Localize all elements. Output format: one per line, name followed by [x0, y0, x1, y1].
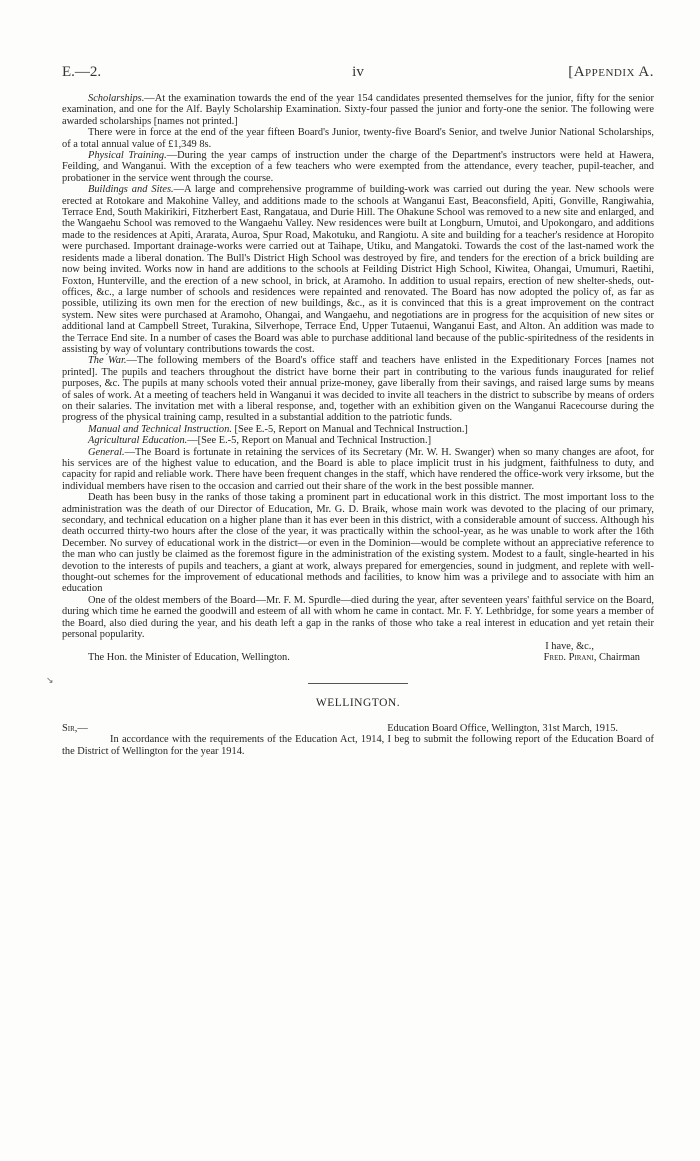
paragraph	[62, 127, 654, 150]
signature-title: , Chairman	[593, 651, 640, 663]
signature-name: Fred. Pirani	[543, 651, 594, 663]
paragraph-text: —The following members of the Board's office staff and teachers have enlisted in the Expeditionary Forces [names not printed]. The pupils and teachers throughout the district have borne their part in contributing to the various funds inaugurated for relief purposes, &c. The pupils at many schools voted their annual prize-money, gave liberally from their savings, and raised large sums by means of sales of work. At a meeting of teachers held in Wanganui it was decided to invite all teachers in the district to subscribe by means of orders on their salaries. The invitation met with a liberal response, and, together with an exhibition given on the Wanganui Racecourse during the progress of the physical training camp, resulted in a substantial addition to the patriotic funds.	[62, 355, 655, 424]
paragraph-heading: Scholarships.	[88, 93, 145, 104]
paragraph	[62, 355, 654, 423]
paragraph-text: Death has been busy in the ranks of those taking a prominent part in educational work in this district. The most important loss to the administration was the death of our Director of Education, Mr. G. D. Braik, whose main work was devoted to the placing of our primary, secondary, and technical education on a higher plane than it has ever been in this district, with a considerable amount of success. Although his death occurred thirty-two hours after the close of the year, it was practically within the school-year, as he was unable to work after the 16th December. No survey of educational work in the district—or even in the Dominion—would be complete without an appreciative reference to the man who can justly be claimed as the foremost figure in the administration of the existing system. Modest to a fault, single-hearted in his devotion to the interests of pupils and teachers, a giant at work, always prepared for emergencies, sound in judgment, and replete with well-thought-out schemes for the improvement of educational methods and facilities, to know him was a privilege and to associate with him an education	[62, 492, 654, 595]
paragraph	[62, 184, 654, 355]
paragraph-text: —During the year camps of instruction under the charge of the Department's instructors were held at Hawera, Feilding, and Wanganui. With the exception of a few teachers who were exempted from the attendance, every teacher, pupil-teacher, and probationer in the service went through the course.	[62, 150, 654, 184]
paragraph	[62, 150, 654, 184]
paragraph-text: One of the oldest members of the Board—Mr. F. M. Spurdle—died during the year, after seventeen years' faithful service on the Board, during which time he earned the goodwill and esteem of all with whom he came in contact. Mr. F. Y. Lethbridge, for some years a member of the Board, also died during the year, and his death left a gap in the ranks of those who take a real interest in education and yet retain their personal popularity.	[62, 594, 654, 641]
addressee: The Hon. the Minister of Education, Wellington.	[88, 651, 290, 663]
paragraph-heading: Agricultural Education.	[88, 435, 188, 447]
report-body	[62, 93, 654, 757]
paragraph-heading: Buildings and Sites.	[88, 184, 174, 196]
paragraph-text: —A large and comprehensive programme of building-work was carried out during the year. New schools were erected at Rotokare and Makohine Valley, and additions made to the schools at Wanganui East, Beaconsfield, Apiti, Gonville, Rangiwahia, Terrace End, South Makirikiri, Fitzherbert East, Rangataua, and Durie Hill. The Ohakune School was removed to a new site and enlarged, and the Wangaehu School was removed to the Wangaehu Valley. New residences were built at Longburn, Umutoi, and Upokongaro, and additions made to the residences at Apiti, Ararata, Auroa, Spur Road, Makotuku, and Rangiotu. A site and building for a teacher's residence at Horopito were purchased. Important drainage-works were carried out at Taihape, Utiku, and Mangatoki. Towards the cost of the last-named work the residents made a liberal donation. The Bull's District High School was destroyed by fire, and tenders for the erection of a brick building are now being invited. Works now in hand are additions to the schools at Feilding District High School, Kiwitea, Ohangai, Umumuri, Raetihi, Foxton, Hunterville, and the erection of a new school, in brick, at Aramoho. In addition to usual repairs, erection of new shelter-sheds, out-offices, &c., a large number of schools and residences were repainted and renovated. The Board has now adopted the policy of, as far as possible, utilizing its own men for the erection of new buildings, &c., as it is convinced that this is a great improvement on the contract system. New sites were purchased at Aramoho, Ohangai, and Wangaehu, and negotiations are in progress for the acquisition of new sites or additional land at Campbell Street, Turakina, Silverhope, Terrace End, Upper Tutaenui, Wanganui East, and Alton. An addition was made to the Terrace End site. In a number of cases the Board was able to purchase additional land because of the public-spiritedness of the residents in assisting by way of voluntary contributions towards the cost.	[62, 184, 654, 355]
sign-off-row-1	[62, 641, 654, 652]
header-reference: E.—2.	[62, 64, 102, 80]
paragraph-text: There were in force at the end of the year fifteen Board's Junior, twenty-five Board's Senior, and twelve Junior National Scholarships, of a total annual value of £1,349 8s.	[62, 127, 654, 150]
letter-head	[62, 723, 654, 734]
paragraph-heading: Manual and Technical Instruction.	[88, 423, 232, 435]
paragraph-heading: The War.	[88, 355, 127, 367]
paragraph-text: [See E.-5, Report on Manual and Technical Instruction.]	[231, 423, 468, 435]
letter-address: Education Board Office, Wellington, 31st March, 1915.	[387, 722, 618, 734]
paragraph	[62, 424, 654, 435]
page-header	[62, 64, 654, 84]
sign-off-row-2	[62, 652, 654, 663]
paragraph-heading: General.	[88, 446, 125, 458]
paragraph	[62, 93, 654, 127]
paragraph	[62, 595, 654, 641]
signature	[544, 652, 654, 663]
paragraph-text: —At the examination towards the end of the year 154 candidates presented themselves for the junior, fifty for the senior examination, and one for the Alf. Bayly Scholarship Examination. Sixty-four passed the junior and forty-one the senior. The following were awarded scholarships [names not printed.]	[62, 93, 654, 127]
paragraph-text: —[See E.-5, Report on Manual and Technical Instruction.]	[187, 435, 432, 447]
header-appendix: [Appendix A.	[568, 64, 654, 80]
section-title: WELLINGTON.	[315, 697, 401, 710]
section-divider	[308, 683, 408, 684]
paragraph	[62, 492, 654, 595]
paragraph	[62, 447, 654, 493]
margin-mark: ↘	[46, 676, 54, 686]
i-have-text: I have, &c.,	[545, 640, 594, 652]
paragraph-text: —The Board is fortunate in retaining the services of its Secretary (Mr. W. H. Swanger) when so many changes are afoot, for his services are of the highest value to education, and the Board is able to place implicit trust in his judgment, faithfulness to duty, and capacity for rapid and reliable work. There have been frequent changes in the staff, which have rendered the office-work very irksome, but the individual members have risen to the occasion and carried out their share of the work in the best possible manner.	[62, 446, 654, 492]
header-page-number: iv	[352, 64, 364, 80]
paragraph-heading: Physical Training.	[88, 150, 167, 162]
letter-body: In accordance with the requirements of the Education Act, 1914, I beg to submit the following report of the Education Board of the District of Wellington for the year 1914.	[62, 734, 654, 757]
paragraph	[62, 435, 654, 446]
paragraph-list	[62, 93, 654, 641]
salutation: Sir,—	[62, 722, 88, 734]
